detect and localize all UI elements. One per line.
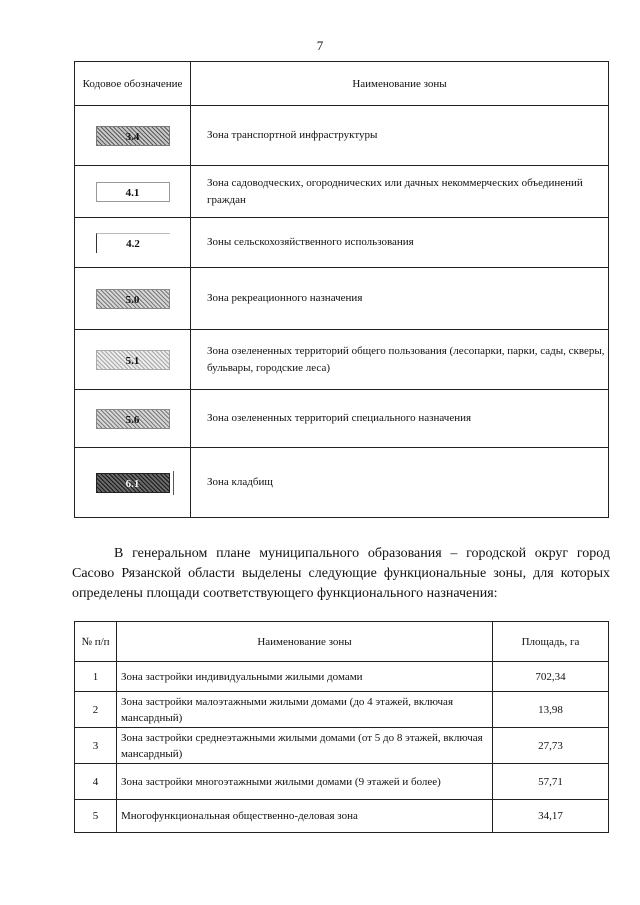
zone-swatch-5-0 [96, 289, 170, 309]
swatch-edge-line [173, 471, 174, 495]
zone-swatch-4-2 [96, 233, 170, 253]
row-area: 27,73 [493, 728, 609, 764]
areas-header-num: № п/п [75, 622, 117, 662]
table-row [75, 800, 609, 833]
table-row [75, 662, 609, 692]
table-row [75, 728, 609, 764]
row-num: 1 [75, 662, 117, 692]
row-area: 702,34 [493, 662, 609, 692]
legend-row [75, 390, 609, 448]
row-zone-name: Зона застройки многоэтажными жилыми домами (9 этажей и более) [117, 764, 493, 800]
row-zone-name: Зона застройки малоэтажными жилыми домами (до 4 этажей, включая мансардный) [117, 692, 493, 728]
row-area: 13,98 [493, 692, 609, 728]
row-zone-name: Зона застройки индивидуальными жилыми домами [117, 662, 493, 692]
zone-name: Зоны сельскохозяйственного использования [191, 218, 609, 268]
legend-row [75, 330, 609, 390]
zone-name: Зона озелененных территорий специального назначения [191, 390, 609, 448]
zone-name: Зона садоводческих, огороднических или дачных некоммерческих объединений граждан [191, 166, 609, 218]
zone-code: 4.2 [126, 237, 140, 250]
legend-header-name: Наименование зоны [191, 62, 609, 106]
legend-row [75, 166, 609, 218]
zone-code: 4.1 [125, 186, 140, 199]
page-number: 7 [316, 38, 324, 53]
zone-name: Зона рекреационного назначения [191, 268, 609, 330]
table-row [75, 764, 609, 800]
zone-code: 5.6 [125, 413, 140, 426]
row-num: 4 [75, 764, 117, 800]
areas-header-name: Наименование зоны [117, 622, 493, 662]
zone-swatch-4-1 [96, 182, 170, 202]
legend-row [75, 218, 609, 268]
zone-swatch-5-1 [96, 350, 170, 370]
zone-swatch-3-4 [96, 126, 170, 146]
legend-row [75, 268, 609, 330]
row-zone-name: Многофункциональная общественно-деловая зона [117, 800, 493, 833]
zone-swatch-5-6 [96, 409, 170, 429]
legend-header-code: Кодовое обозначение [75, 62, 191, 106]
zone-name: Зона кладбищ [191, 448, 609, 518]
row-num: 3 [75, 728, 117, 764]
zone-swatch-6-1 [96, 473, 170, 493]
body-paragraph: В генеральном плане муниципального образования – городской округ город Сасово Рязанской области выделены следующие функциональные зоны, для которых определены площади соответствующего функционального назначения: [72, 546, 610, 601]
zone-name: Зона озелененных территорий общего пользования (лесопарки, парки, сады, скверы, бульвары, городские леса) [191, 330, 609, 390]
zone-name: Зона транспортной инфраструктуры [191, 106, 609, 166]
table-row [75, 692, 609, 728]
zone-code: 6.1 [125, 477, 140, 490]
areas-header-area: Площадь, га [493, 622, 609, 662]
zone-legend-table [74, 61, 609, 518]
row-zone-name: Зона застройки среднеэтажными жилыми домами (от 5 до 8 этажей, включая мансардный) [117, 728, 493, 764]
zone-code: 5.1 [125, 354, 140, 367]
row-num: 2 [75, 692, 117, 728]
areas-header-row [75, 622, 609, 662]
zone-areas-table [74, 621, 609, 833]
zone-code: 3.4 [125, 130, 140, 143]
row-area: 34,17 [493, 800, 609, 833]
legend-header-row [75, 62, 609, 106]
legend-row [75, 106, 609, 166]
row-num: 5 [75, 800, 117, 833]
zone-code: 5.0 [125, 293, 140, 306]
row-area: 57,71 [493, 764, 609, 800]
legend-row [75, 448, 609, 518]
